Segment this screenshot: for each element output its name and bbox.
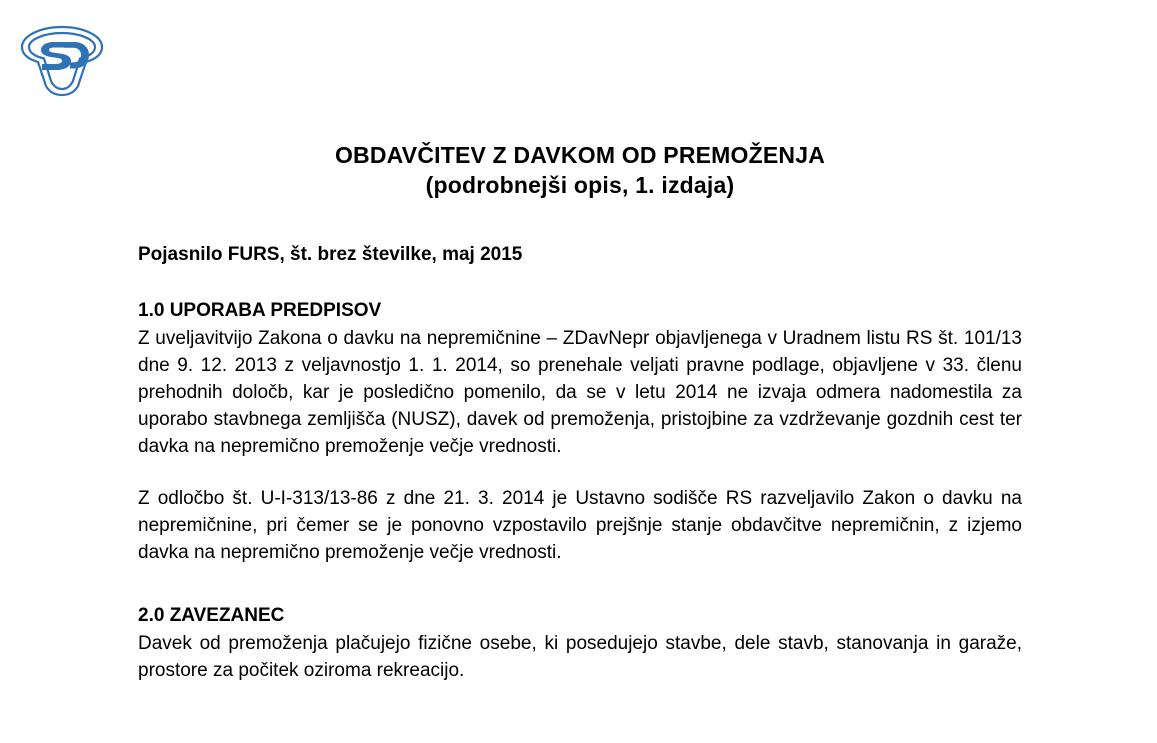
section-heading: 2.0 ZAVEZANEC [138,605,285,626]
furs-logo-icon [18,24,106,98]
section-uporaba-predpisov [138,298,1022,566]
paragraph: Z odločbo št. U-I-313/13-86 z dne 21. 3. 2014 je Ustavno sodišče RS razveljavilo Zakon o davku na nepremičnine, pri čemer se je ponovno vzpostavilo prejšnje stanje obdavčitve nepremičnin, z izjemo davka na nepremično premoženje večje vrednosti. [138,488,1022,563]
paragraph: Z uveljavitvijo Zakona o davku na nepremičnine – ZDavNepr objavljenega v Uradnem listu RS št. 101/13 dne 9. 12. 2013 z veljavnostjo 1. 1. 2014, so prenehale veljati pravne podlage, objavljene v 33. členu prehodnih določb, kar je posledično pomenilo, da se v letu 2014 ne izvaja odmera nadomestila za uporabo stavbnega zemljišča (NUSZ), davek od premoženja, pristojbine za vzdrževanje gozdnih cest ter davka na nepremično premoženje večje vrednosti. [138,328,1022,457]
page-title: OBDAVČITEV Z DAVKOM OD PREMOŽENJA [334,142,826,168]
page-subtitle: (podrobnejši opis, 1. izdaja) [425,172,735,198]
document-content [138,140,1022,684]
paragraph: Davek od premoženja plačujejo fizične osebe, ki posedujejo stavbe, dele stavb, stanovanja in garaže, prostore za počitek oziroma rekreacijo. [138,633,1022,681]
section-heading: 1.0 UPORABA PREDPISOV [138,300,382,321]
section-zavezanec [138,603,1022,684]
document-reference: Pojasnilo FURS, št. brez številke, maj 2015 [138,244,523,265]
